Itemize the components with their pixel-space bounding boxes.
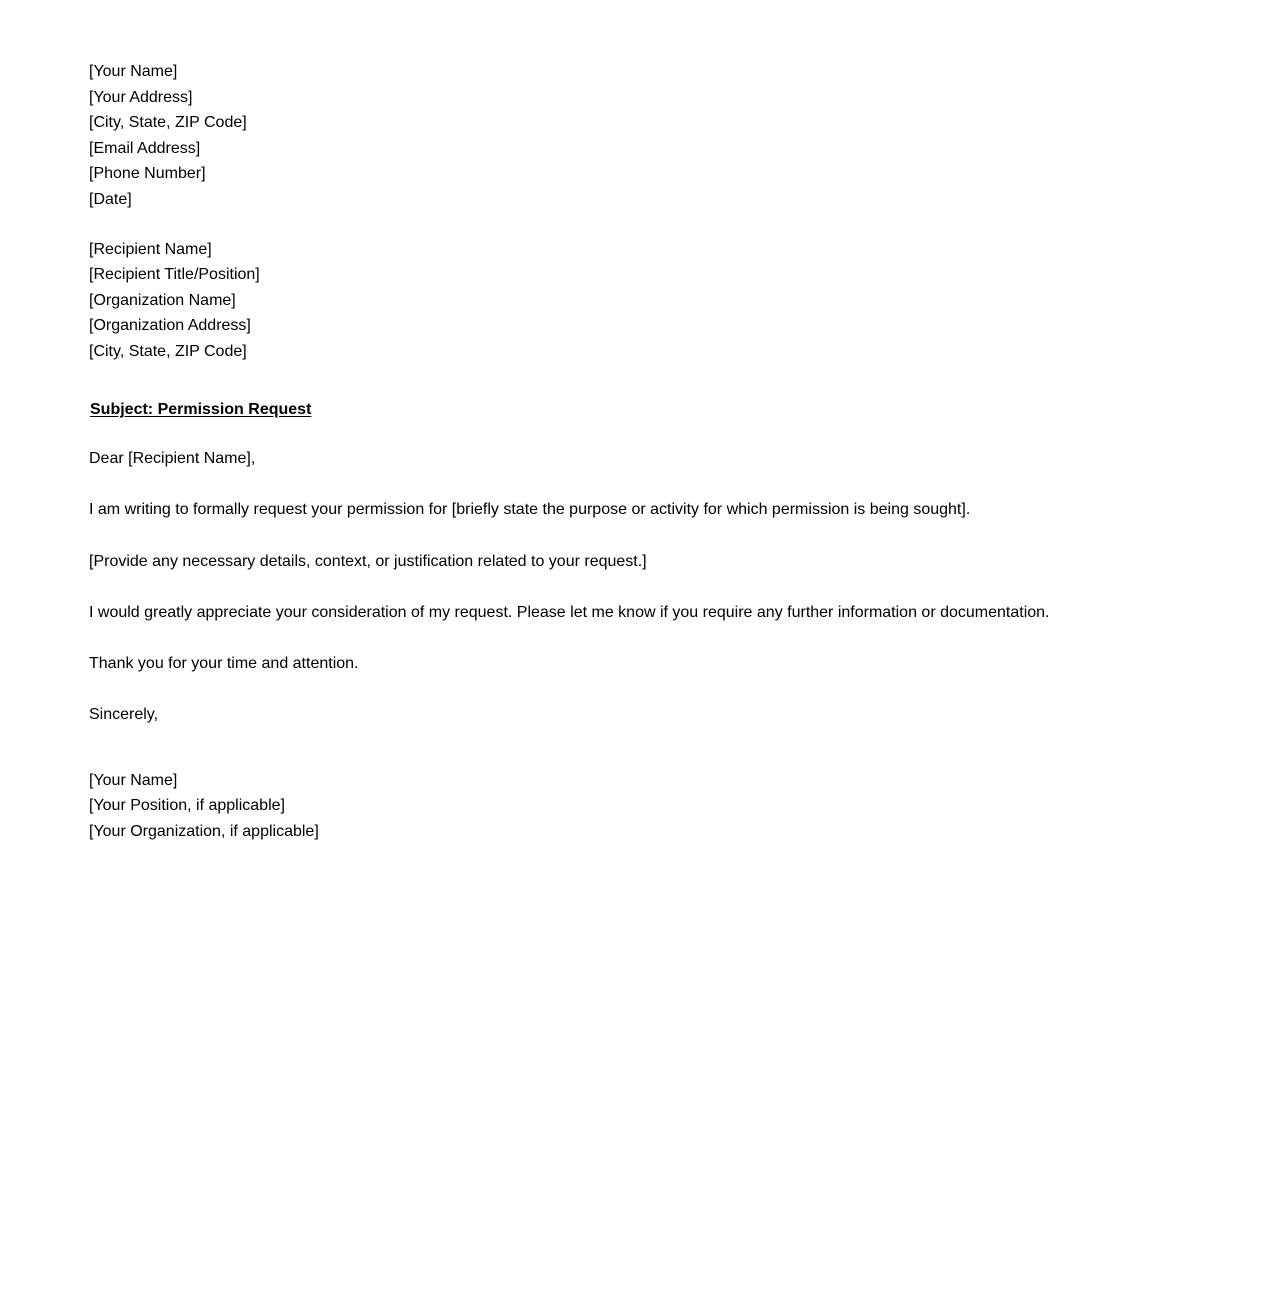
signature-position: [Your Position, if applicable] <box>89 797 285 814</box>
recipient-name: [Recipient Name] <box>89 241 212 258</box>
sender-phone: [Phone Number] <box>89 165 206 182</box>
sender-name: [Your Name] <box>89 63 178 80</box>
letter-date: [Date] <box>89 191 132 208</box>
body-paragraph: I would greatly appreciate your consideration of my request. Please let me know if you require any further information or documentation. <box>89 604 1050 621</box>
recipient-city-state-zip: [City, State, ZIP Code] <box>89 343 247 360</box>
salutation: Dear [Recipient Name], <box>89 450 256 467</box>
sender-email: [Email Address] <box>89 140 201 157</box>
sender-address: [Your Address] <box>89 89 193 106</box>
body-paragraph: I am writing to formally request your permission for [briefly state the purpose or activity for which permission is being sought]. <box>89 501 971 518</box>
recipient-title: [Recipient Title/Position] <box>89 266 260 283</box>
body-paragraph: [Provide any necessary details, context, or justification related to your request.] <box>89 553 647 570</box>
recipient-org-address: [Organization Address] <box>89 317 251 334</box>
recipient-organization: [Organization Name] <box>89 292 236 309</box>
sender-city-state-zip: [City, State, ZIP Code] <box>89 114 247 131</box>
subject-line: Subject: Permission Request <box>90 401 312 418</box>
signature-organization: [Your Organization, if applicable] <box>89 823 319 840</box>
closing: Sincerely, <box>89 706 159 723</box>
signature-name: [Your Name] <box>89 772 178 789</box>
body-paragraph: Thank you for your time and attention. <box>89 655 359 672</box>
